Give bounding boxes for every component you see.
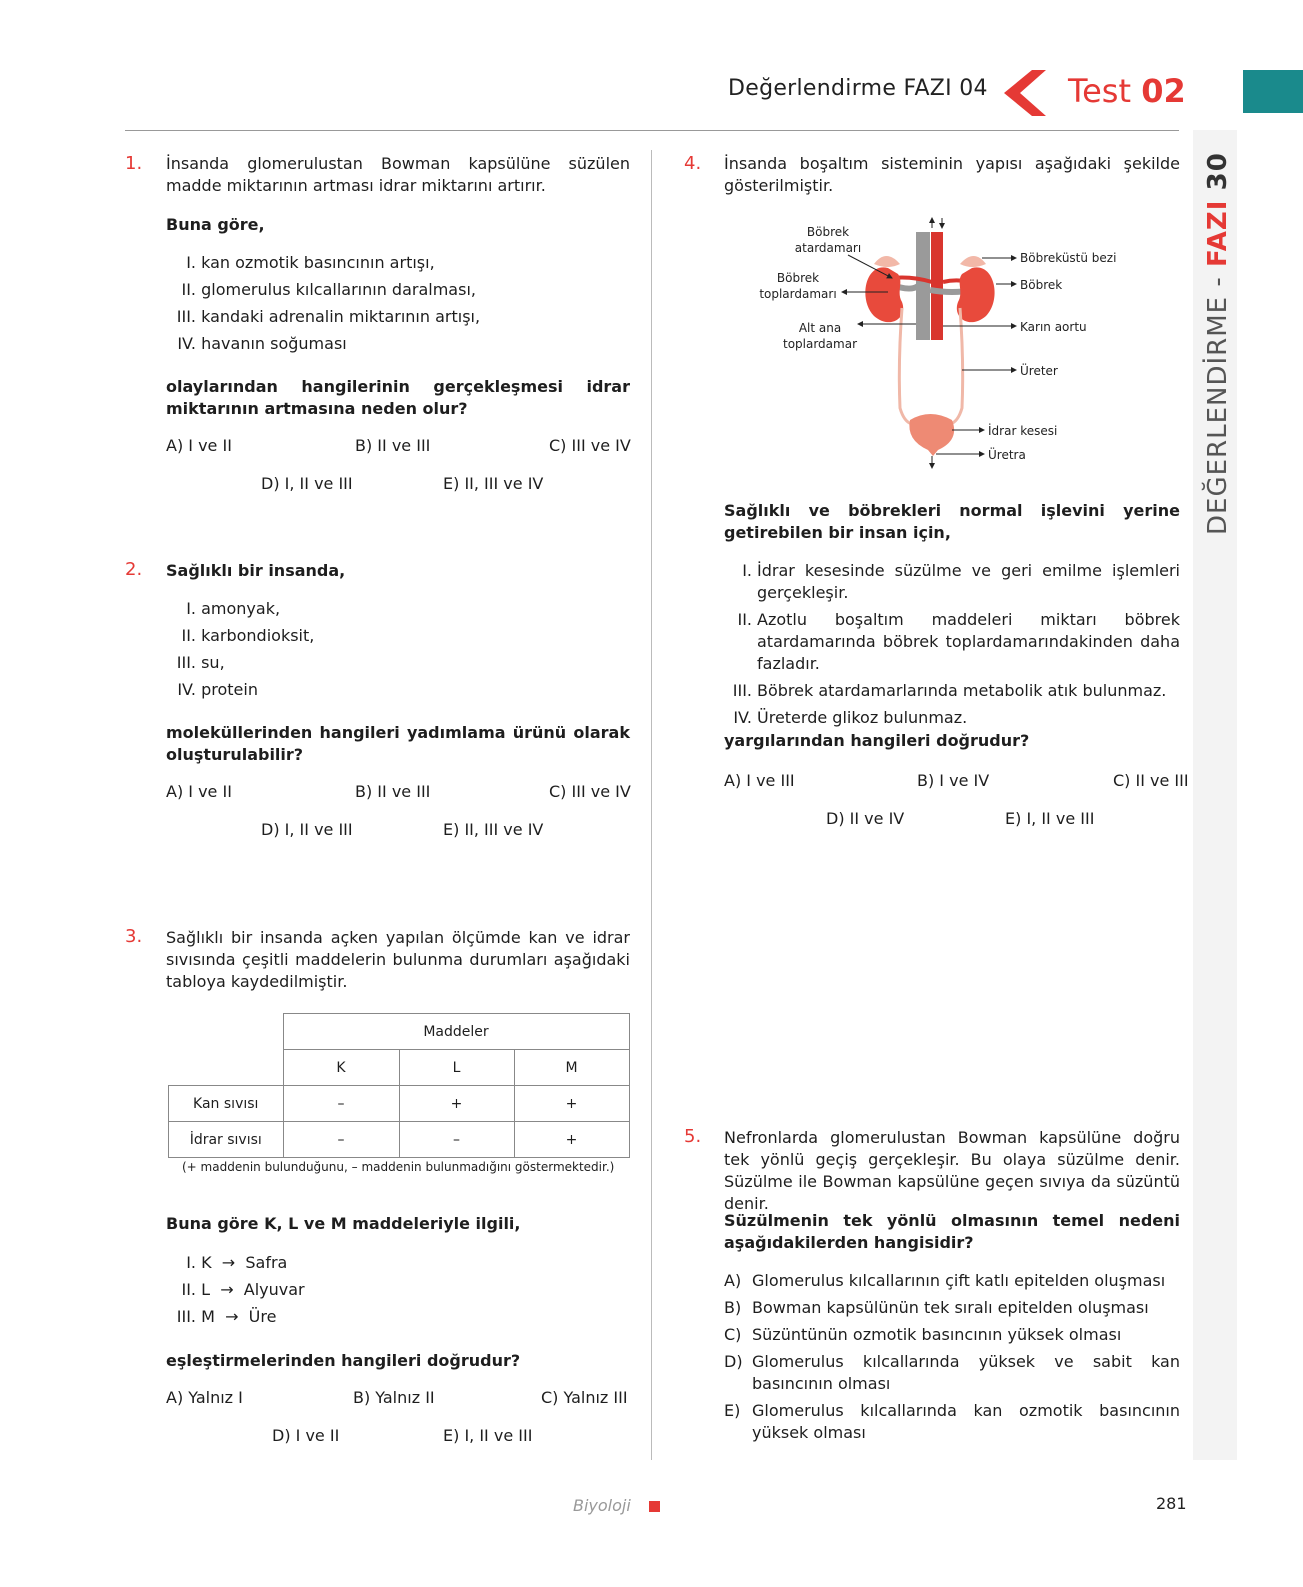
q1-option-e[interactable]: E) II, III ve IV [443, 474, 544, 493]
q2-item-num: II. [181, 626, 196, 645]
table-row [169, 1122, 630, 1158]
option-text: Bowman kapsülünün tek sıralı epitelden oluşması [752, 1298, 1149, 1317]
q1-item-num: IV. [177, 334, 196, 353]
q2-question: moleküllerinden hangileri yadımlama ürünü olarak oluşturulabilir? [166, 723, 630, 764]
label-alt-ana: toplardamar [782, 337, 858, 351]
q4-number: 4. [684, 153, 702, 174]
q1-item-text: glomerulus kılcallarının daralması, [201, 280, 476, 299]
q2-lead: Sağlıklı bir insanda, [166, 561, 346, 580]
ureter-left [899, 308, 912, 424]
side-prefix: DEĞERLENDİRME - [1203, 267, 1233, 535]
q4-option-e[interactable]: E) I, II ve III [1005, 809, 1095, 828]
q4-item-text: Üreterde glikoz bulunmaz. [757, 708, 968, 727]
ureter-right [950, 308, 963, 424]
flow-arrows-icon [932, 218, 942, 228]
q4-item-num: III. [732, 681, 752, 700]
q5-number: 5. [684, 1126, 702, 1147]
test-word: Test [1068, 72, 1132, 110]
table-cell: + [514, 1122, 629, 1158]
q4-option-c[interactable]: C) II ve III [1113, 771, 1189, 790]
q1-item-num: II. [181, 280, 196, 299]
q4-question: yargılarından hangileri doğrudur? [724, 731, 1030, 750]
column-divider [651, 150, 652, 1460]
q4-option-d[interactable]: D) II ve IV [826, 809, 905, 828]
q3-item-left: L [201, 1280, 211, 1299]
side-label [1203, 152, 1233, 535]
option-letter: E) [724, 1401, 741, 1420]
option-letter: C) [724, 1325, 742, 1344]
q3-number: 3. [125, 926, 143, 947]
arrow-right-icon: → [216, 1253, 241, 1272]
label-kese: İdrar kesesi [988, 424, 1058, 438]
q1-option-d[interactable]: D) I, II ve III [261, 474, 353, 493]
q5-option-e[interactable] [724, 1400, 1180, 1444]
q4-option-a[interactable]: A) I ve III [724, 771, 795, 790]
q1-item-num: III. [176, 307, 196, 326]
page-number: 281 [1156, 1494, 1187, 1513]
table-col-m: M [514, 1050, 629, 1086]
table-cell: – [283, 1122, 399, 1158]
label-aort: Karın aortu [1020, 320, 1087, 334]
q1-option-b[interactable]: B) II ve III [355, 436, 431, 455]
header-title: Değerlendirme FAZI 04 [728, 76, 988, 101]
q4-items [724, 560, 1180, 734]
label-toplardamar: Böbrek [776, 271, 820, 285]
adrenal-left [874, 256, 900, 267]
q3-item-num: II. [181, 1280, 196, 1299]
q3-items [166, 1252, 305, 1333]
table-col-k: K [283, 1050, 399, 1086]
q3-item-left: K [201, 1253, 212, 1272]
option-text: Glomerulus kılcallarında kan ozmotik basıncının yüksek olması [752, 1401, 1180, 1442]
option-letter: D) [724, 1352, 743, 1371]
q1-option-c[interactable]: C) III ve IV [549, 436, 631, 455]
q3-item-num: I. [186, 1253, 196, 1272]
q3-lead: Buna göre K, L ve M maddeleriyle ilgili, [166, 1214, 521, 1233]
q3-stem: Sağlıklı bir insanda açken yapılan ölçümde kan ve idrar sıvısında çeşitli maddelerin bulunma durumları aşağıdaki tabloya kaydedilmiştir. [166, 928, 630, 991]
test-number: 02 [1141, 72, 1186, 110]
label-bobrek: Böbrek [1020, 278, 1063, 292]
option-letter: B) [724, 1298, 742, 1317]
q2-item-text: protein [201, 680, 258, 699]
q4-lead: Sağlıklı ve böbrekleri normal işlevini yerine getirebilen bir insan için, [724, 501, 1180, 542]
label-atardamar: atardamarı [794, 241, 862, 255]
q4-option-b[interactable]: B) I ve IV [917, 771, 990, 790]
q4-item-text: Azotlu boşaltım maddeleri miktarı böbrek atardamarında böbrek toplardamarındakinden daha fazladır. [757, 610, 1180, 673]
q1-number: 1. [125, 153, 143, 174]
q2-item-num: III. [176, 653, 196, 672]
side-fazi: FAZI [1203, 199, 1233, 268]
option-text: Glomerulus kılcallarının çift katlı epitelden oluşması [752, 1271, 1166, 1290]
q1-item-text: havanın soğuması [201, 334, 347, 353]
row-label: Kan sıvısı [169, 1086, 284, 1122]
q3-table-note: (+ maddenin bulunduğunu, – maddenin bulunmadığını göstermektedir.) [182, 1160, 615, 1174]
urinary-system-diagram [740, 212, 1120, 477]
label-bobrekustu: Böbreküstü bezi [1020, 251, 1117, 265]
q4-item-num: IV. [733, 708, 752, 727]
table-cell: + [514, 1086, 629, 1122]
option-text: Glomerulus kılcallarında yüksek ve sabit kan basıncının olması [752, 1352, 1180, 1393]
q5-stem: Nefronlarda glomerulustan Bowman kapsülüne doğru tek yönlü geçiş gerçekleşir. Bu olaya süzülme denir. Süzülme ile Bowman kapsülüne geçen sıvıya da süzüntü denir. [724, 1128, 1180, 1213]
test-label [1068, 72, 1186, 110]
label-atardamar: Böbrek [806, 225, 850, 239]
teal-tab [1243, 70, 1303, 113]
q2-option-b[interactable]: B) II ve III [355, 782, 431, 801]
q4-item-text: Böbrek atardamarlarında metabolik atık bulunmaz. [757, 681, 1167, 700]
q3-option-a[interactable]: A) Yalnız I [166, 1388, 243, 1407]
q5-options [724, 1270, 1180, 1449]
q4-item-text: İdrar kesesinde süzülme ve geri emilme işlemleri gerçekleşir. [757, 561, 1180, 602]
q1-item-num: I. [186, 253, 196, 272]
aorta [931, 232, 943, 340]
q3-option-d[interactable]: D) I ve II [272, 1426, 340, 1445]
q2-item-text: karbondioksit, [201, 626, 315, 645]
vena-cava [916, 232, 930, 340]
q4-stem: İnsanda boşaltım sisteminin yapısı aşağıdaki şekilde gösterilmiştir. [724, 154, 1180, 195]
table-empty-cell [169, 1050, 284, 1086]
q2-option-a[interactable]: A) I ve II [166, 782, 232, 801]
q5-option-a[interactable] [724, 1270, 1180, 1292]
q2-item-text: amonyak, [201, 599, 281, 618]
label-alt-ana: Alt ana [798, 321, 842, 335]
table-empty-cell [169, 1014, 284, 1050]
footer-subject: Biyoloji [573, 1496, 631, 1515]
q2-item-text: su, [201, 653, 225, 672]
q1-option-a[interactable]: A) I ve II [166, 436, 232, 455]
side-number: 30 [1203, 152, 1233, 191]
bladder [909, 414, 954, 456]
arrow-right-icon: → [215, 1280, 239, 1299]
q3-item-right: Alyuvar [243, 1280, 305, 1299]
label-uretra: Üretra [988, 448, 1026, 462]
q5-option-b[interactable] [724, 1297, 1180, 1319]
kidney-left [865, 267, 903, 322]
q5-option-c[interactable] [724, 1324, 1180, 1346]
q3-option-e[interactable]: E) I, II ve III [443, 1426, 533, 1445]
table-header: Maddeler [283, 1014, 629, 1050]
q3-table [168, 1013, 630, 1158]
label-ureter: Üreter [1020, 364, 1058, 378]
q3-question: eşleştirmelerinden hangileri doğrudur? [166, 1351, 521, 1370]
q2-item-num: I. [186, 599, 196, 618]
q3-item-left: M [201, 1307, 215, 1326]
kidney-right [957, 267, 995, 322]
q5-option-d[interactable] [724, 1351, 1180, 1395]
q3-option-b[interactable]: B) Yalnız II [353, 1388, 435, 1407]
q1-item-text: kan ozmotik basıncının artışı, [201, 253, 435, 272]
row-label: İdrar sıvısı [169, 1122, 284, 1158]
q2-items [166, 598, 314, 706]
q2-item-num: IV. [177, 680, 196, 699]
label-toplardamar: toplardamarı [759, 287, 837, 301]
table-cell: – [399, 1122, 514, 1158]
q1-items [166, 252, 480, 360]
header-rule [125, 130, 1179, 131]
footer-square-icon [649, 1501, 660, 1512]
q2-option-d[interactable]: D) I, II ve III [261, 820, 353, 839]
q2-option-c[interactable]: C) III ve IV [549, 782, 631, 801]
q1-item-text: kandaki adrenalin miktarının artışı, [201, 307, 481, 326]
chevron-left-icon [1004, 70, 1046, 116]
table-cell: + [399, 1086, 514, 1122]
q2-number: 2. [125, 559, 143, 580]
q1-question: olaylarından hangilerinin gerçekleşmesi idrar miktarının artmasına neden olur? [166, 377, 630, 418]
q3-option-c[interactable]: C) Yalnız III [541, 1388, 628, 1407]
table-row [169, 1086, 630, 1122]
q1-lead: Buna göre, [166, 215, 265, 234]
q3-item-right: Üre [248, 1307, 277, 1326]
q4-item-num: I. [742, 561, 752, 580]
option-text: Süzüntünün ozmotik basıncının yüksek olması [752, 1325, 1122, 1344]
q3-item-right: Safra [245, 1253, 288, 1272]
table-col-l: L [399, 1050, 514, 1086]
q1-stem: İnsanda glomerulustan Bowman kapsülüne süzülen madde miktarının artması idrar miktarını artırır. [166, 154, 630, 195]
q4-item-num: II. [737, 610, 752, 629]
arrow-right-icon: → [220, 1307, 244, 1326]
option-letter: A) [724, 1271, 742, 1290]
table-cell: – [283, 1086, 399, 1122]
q2-option-e[interactable]: E) II, III ve IV [443, 820, 544, 839]
q5-question: Süzülmenin tek yönlü olmasının temel nedeni aşağıdakilerden hangisidir? [724, 1211, 1180, 1252]
q3-item-num: III. [176, 1307, 196, 1326]
